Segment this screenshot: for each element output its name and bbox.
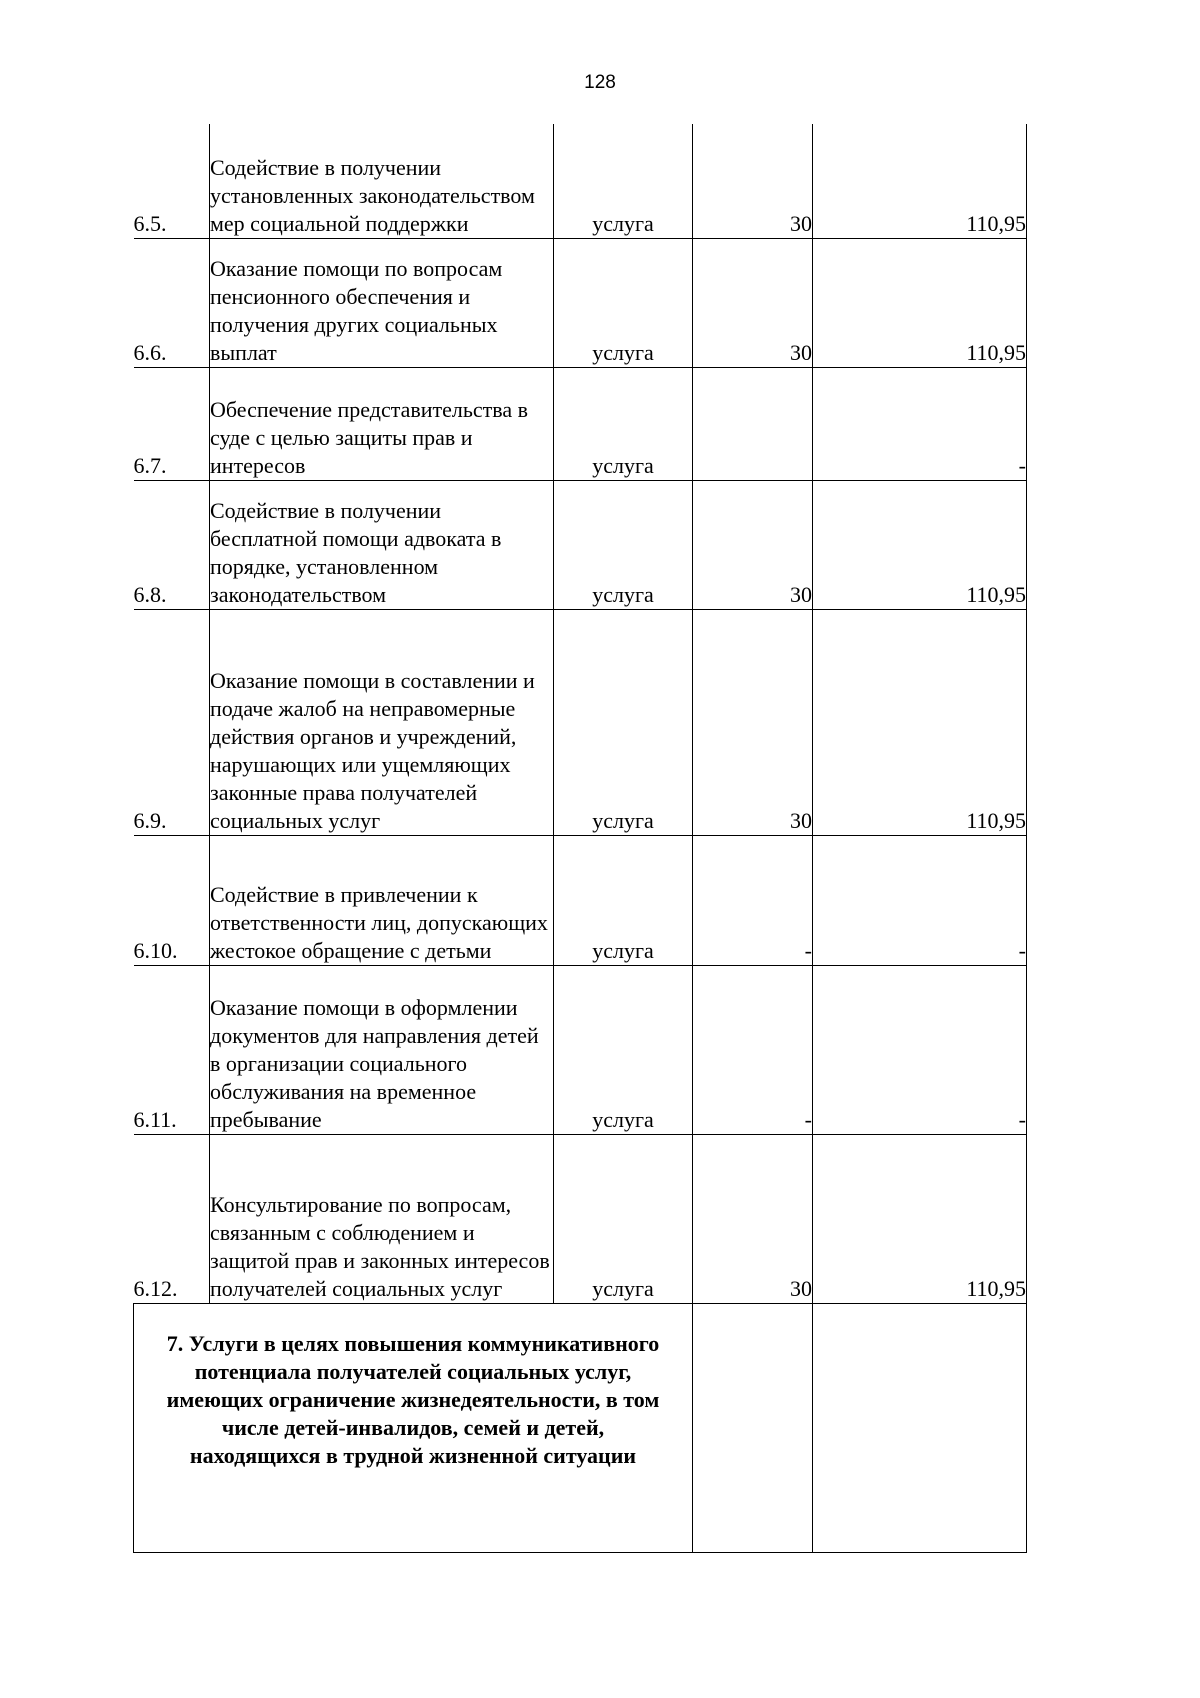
quantity	[693, 367, 813, 480]
table-row	[134, 835, 1027, 965]
table-row	[134, 238, 1027, 367]
unit-of-measure: услуга	[554, 367, 693, 480]
table-row	[134, 965, 1027, 1134]
table-row	[134, 367, 1027, 480]
section-row	[134, 1303, 1027, 1552]
service-name: Консультирование по вопросам, связанным с соблюдением и защитой прав и законных интересов получателей социальных услуг	[210, 1134, 554, 1303]
price: 110,95	[813, 124, 1027, 238]
unit-of-measure: услуга	[554, 124, 693, 238]
quantity: 30	[693, 238, 813, 367]
quantity: -	[693, 965, 813, 1134]
price: 110,95	[813, 238, 1027, 367]
services-table	[133, 124, 1027, 1553]
quantity: 30	[693, 609, 813, 835]
service-name: Оказание помощи в составлении и подаче жалоб на неправомерные действия органов и учреждений, нарушающих или ущемляющих законные права получателей социальных услуг	[210, 609, 554, 835]
table-row	[134, 480, 1027, 609]
quantity: 30	[693, 480, 813, 609]
unit-of-measure: услуга	[554, 609, 693, 835]
unit-of-measure: услуга	[554, 1134, 693, 1303]
service-name: Обеспечение представительства в суде с целью защиты прав и интересов	[210, 367, 554, 480]
price: -	[813, 367, 1027, 480]
price: -	[813, 835, 1027, 965]
section-heading: 7. Услуги в целях повышения коммуникативного потенциала получателей социальных услуг, имеющих ограничение жизнедеятельности, в том числе детей-инвалидов, семей и детей, находящихся в трудной жизненной ситуации	[134, 1303, 693, 1552]
quantity: 30	[693, 124, 813, 238]
unit-of-measure: услуга	[554, 965, 693, 1134]
row-number: 6.9.	[134, 609, 210, 835]
row-number: 6.8.	[134, 480, 210, 609]
service-name: Содействие в получении бесплатной помощи адвоката в порядке, установленном законодательством	[210, 480, 554, 609]
quantity: -	[693, 835, 813, 965]
quantity: 30	[693, 1134, 813, 1303]
empty-cell	[813, 1303, 1027, 1552]
row-number: 6.11.	[134, 965, 210, 1134]
unit-of-measure: услуга	[554, 480, 693, 609]
price: 110,95	[813, 609, 1027, 835]
unit-of-measure: услуга	[554, 835, 693, 965]
unit-of-measure: услуга	[554, 238, 693, 367]
service-name: Оказание помощи в оформлении документов для направления детей в организации социального обслуживания на временное пребывание	[210, 965, 554, 1134]
service-name: Содействие в получении установленных законодательством мер социальной поддержки	[210, 124, 554, 238]
row-number: 6.6.	[134, 238, 210, 367]
empty-cell	[693, 1303, 813, 1552]
price: 110,95	[813, 480, 1027, 609]
row-number: 6.10.	[134, 835, 210, 965]
table-row	[134, 124, 1027, 238]
page-number: 128	[584, 72, 616, 93]
row-number: 6.12.	[134, 1134, 210, 1303]
row-number: 6.7.	[134, 367, 210, 480]
row-number: 6.5.	[134, 124, 210, 238]
table-row	[134, 609, 1027, 835]
price: 110,95	[813, 1134, 1027, 1303]
table-row	[134, 1134, 1027, 1303]
service-name: Содействие в привлечении к ответственности лиц, допускающих жестокое обращение с детьми	[210, 835, 554, 965]
service-name: Оказание помощи по вопросам пенсионного обеспечения и получения других социальных выплат	[210, 238, 554, 367]
price: -	[813, 965, 1027, 1134]
